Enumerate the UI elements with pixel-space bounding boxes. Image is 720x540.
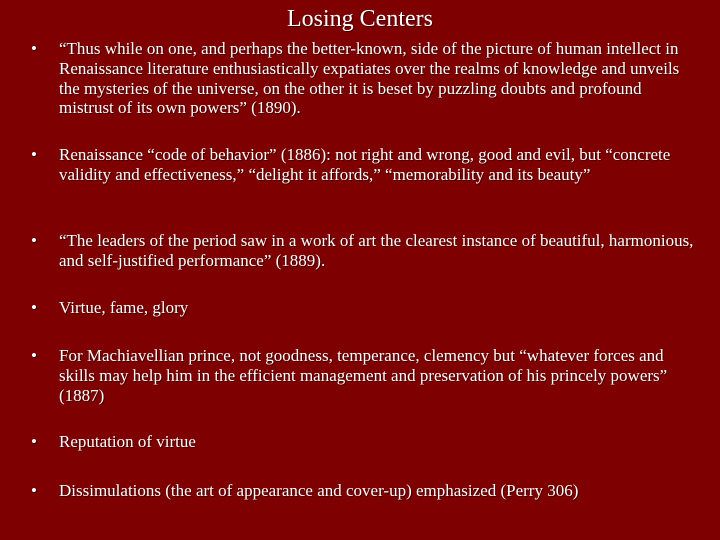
bullet-text: “The leaders of the period saw in a work of art the clearest instance of beautiful, harmonious, and self-justified performance” (1889). <box>59 231 694 270</box>
bullet-text: Dissimulations (the art of appearance and cover-up) emphasized (Perry 306) <box>59 481 579 500</box>
bullet-marker: • <box>31 298 37 317</box>
bullet-marker: • <box>31 231 37 250</box>
bullet-text: Virtue, fame, glory <box>59 298 189 317</box>
bullet-text: For Machiavellian prince, not goodness, temperance, clemency but “whatever forces and skills may help him in the efficient management and preservation of his princely powers” (1887) <box>59 346 668 405</box>
bullet-text: Reputation of virtue <box>59 432 196 451</box>
bullet-marker: • <box>31 481 37 500</box>
bullet-marker: • <box>31 432 37 451</box>
bullet-text: Renaissance “code of behavior” (1886): not right and wrong, good and evil, but “concrete validity and effectiveness,” “delight it affords,” “memorability and its beauty” <box>59 145 671 184</box>
slide-title: Losing Centers <box>287 6 433 32</box>
bullet-marker: • <box>31 346 37 365</box>
bullet-text: “Thus while on one, and perhaps the better-known, side of the picture of human intellect in Renaissance literature enthusiastically expatiates over the realms of knowledge and unveils the mysteries of the universe, on the other it is beset by puzzling doubts and profound mistrust of its own powers” (1890). <box>59 39 680 118</box>
bullet-marker: • <box>31 145 37 164</box>
bullet-marker: • <box>31 39 37 58</box>
